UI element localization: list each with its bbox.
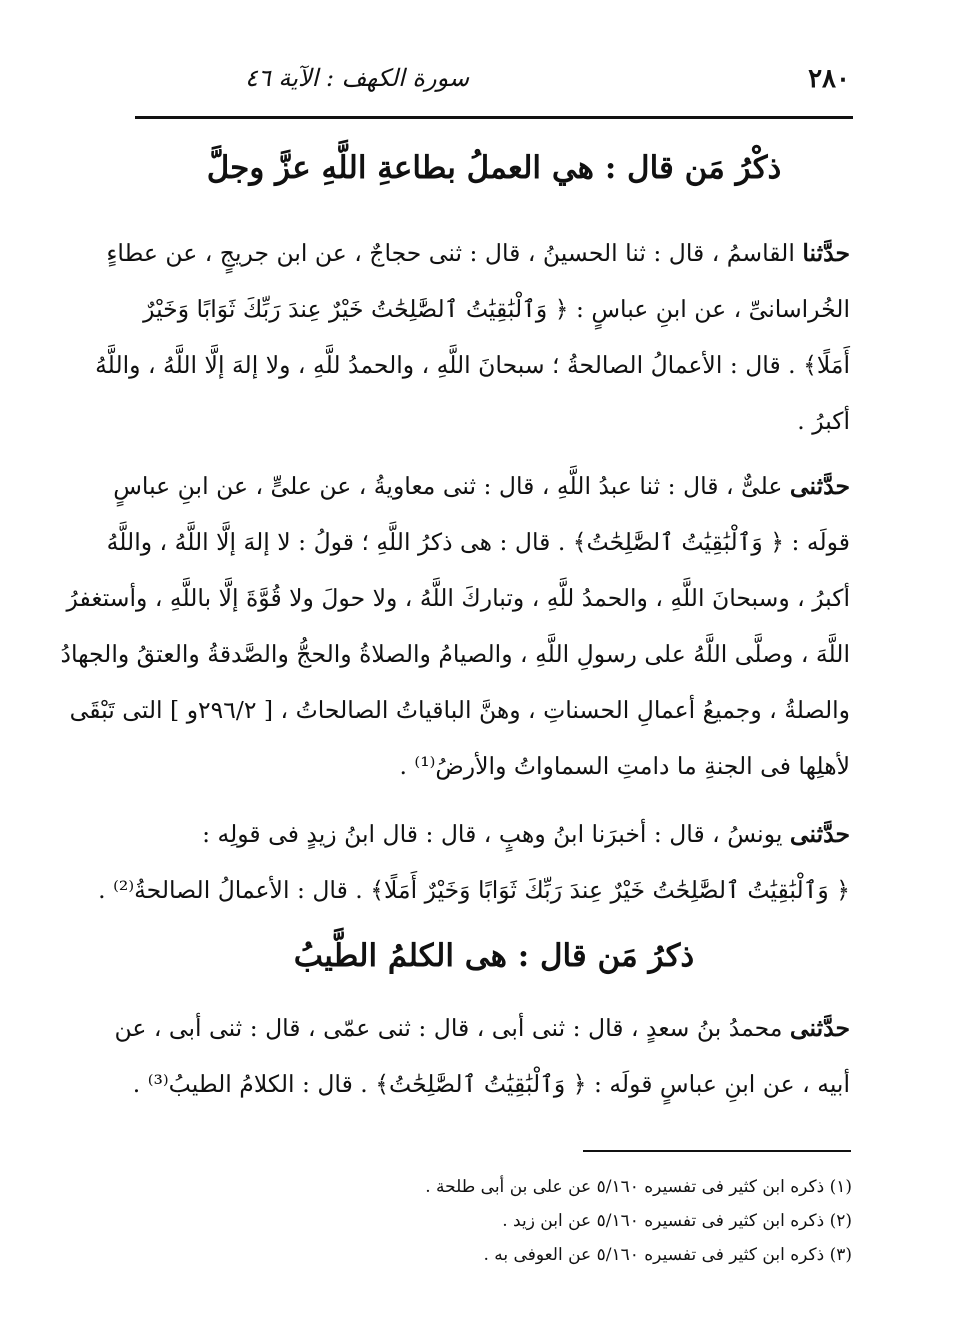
- paragraph-1: [95, 225, 850, 449]
- paragraph-line: ﴿ وَٱلْبَٰقِيَٰتُ ٱلصَّٰلِحَٰتُ خَيْرٌ عِندَ رَبِّكَ ثَوَابًا وَخَيْرٌ أَمَلًا﴾ . قال : الأعمالُ الصالحةُ⁽²⁾ .: [98, 876, 850, 904]
- paragraph-line: [114, 1000, 850, 1056]
- line-text: محمدُ بنُ سعدٍ ، قال : ثنى أبى ، قال : ثنى عمّى ، قال : ثنى أبى ، عن: [114, 1014, 783, 1042]
- line-text: يونسُ ، قال : أخبرَنا ابنُ وهبٍ ، قال : قال ابنُ زيدٍ فى قولِه :: [202, 820, 783, 848]
- footnote-3: (٣) ذكره ابن كثير فى تفسيره ٥/١٦٠ عن العوفى به .: [483, 1245, 852, 1265]
- page-header: [135, 58, 850, 108]
- line-text: علىٌّ ، قال : ثنا عبدُ اللَّهِ ، قال : ثنى معاويةُ ، عن علىٍّ ، عن ابنِ عباسٍ: [113, 472, 783, 500]
- paragraph-line: الخُراسانىِّ ، عن ابنِ عباسٍ : ﴿ وَٱلْبَٰقِيَٰتُ ٱلصَّٰلِحَٰتُ خَيْرٌ عِندَ رَبِّكَ ثَوَابًا وَخَيْرٌ: [143, 295, 850, 323]
- paragraph-line: اللَّهَ ، وصلَّى اللَّهُ على رسولِ اللَّهِ ، والصيامُ والصلاةُ والحجُّ والصَّدقةُ والعتقُ والجهادُ: [60, 640, 850, 668]
- paragraph-3: [98, 806, 850, 918]
- section-heading-1: ذكْرُ مَن قال : هي العملُ بطاعةِ اللَّهِ عزَّ وجلَّ: [206, 150, 782, 186]
- paragraph-4: [114, 1000, 850, 1112]
- paragraph-line: [138, 806, 850, 862]
- paragraph-2: [60, 458, 850, 794]
- narrator-word: حدَّثنى: [789, 1014, 850, 1042]
- paragraph-line: أكبرُ ، وسبحانَ اللَّهِ ، والحمدُ للَّهِ ، وتباركَ اللَّهُ ، ولا حولَ ولا قُوَّةَ إلَّا باللَّهِ ، وأستغفرُ: [66, 584, 850, 612]
- running-title: سورة الكهف : الآية ٤٦: [245, 64, 470, 92]
- line-text: القاسمُ ، قال : ثنا الحسينُ ، قال : ثنى حجاجٌ ، عن ابن جريجٍ ، عن عطاءٍ: [106, 239, 795, 267]
- paragraph-line: أَمَلًا﴾ . قال : الأعمالُ الصالحةُ ؛ سبحانَ اللَّهِ ، والحمدُ للَّهِ ، ولا إلهَ إلَّا اللَّهُ ، واللَّهُ: [95, 351, 850, 379]
- section-heading-2: ذكرُ مَن قال : هى الكلمُ الطَّيبُ: [293, 938, 695, 974]
- narrator-word: حدَّثنى: [789, 472, 850, 500]
- paragraph-line: والصلةُ ، وجميعُ أعمالِ الحسناتِ ، وهنَّ الباقياتُ الصالحاتُ ، [ ٢٩٦/٢و ] التى تَبْقَى: [69, 696, 850, 724]
- paragraph-line: لأهلِها فى الجنةِ ما دامتِ السماواتُ والأرضُ⁽¹⁾ .: [399, 752, 850, 780]
- footnote-2: (٢) ذكره ابن كثير فى تفسيره ٥/١٦٠ عن ابن زيد .: [502, 1211, 852, 1231]
- paragraph-line: [106, 225, 850, 281]
- narrator-word: حدَّثنى: [789, 820, 850, 848]
- footnote-rule: [583, 1150, 851, 1152]
- page-number: ٢٨٠: [808, 64, 850, 94]
- paragraph-line: أكبرُ .: [797, 407, 850, 435]
- footnotes: [300, 1170, 852, 1272]
- paragraph-line: أبيه ، عن ابنِ عباسٍ قولَه : ﴿ وَٱلْبَٰقِيَٰتُ ٱلصَّٰلِحَٰتُ﴾ . قال : الكلامُ الطيبُ⁽³⁾ .: [132, 1070, 850, 1098]
- narrator-word: حدَّثنا: [802, 239, 850, 267]
- header-rule: [135, 116, 853, 119]
- paragraph-line: [113, 458, 850, 514]
- paragraph-line: قولَه : ﴿ وَٱلْبَٰقِيَٰتُ ٱلصَّٰلِحَٰتُ﴾ . قال : هى ذكرُ اللَّهِ ؛ قولُ : لا إلهَ إلَّا اللَّهُ ، واللَّهُ: [106, 528, 850, 556]
- footnote-1: (١) ذكره ابن كثير فى تفسيره ٥/١٦٠ عن على بن أبى طلحة .: [425, 1177, 852, 1197]
